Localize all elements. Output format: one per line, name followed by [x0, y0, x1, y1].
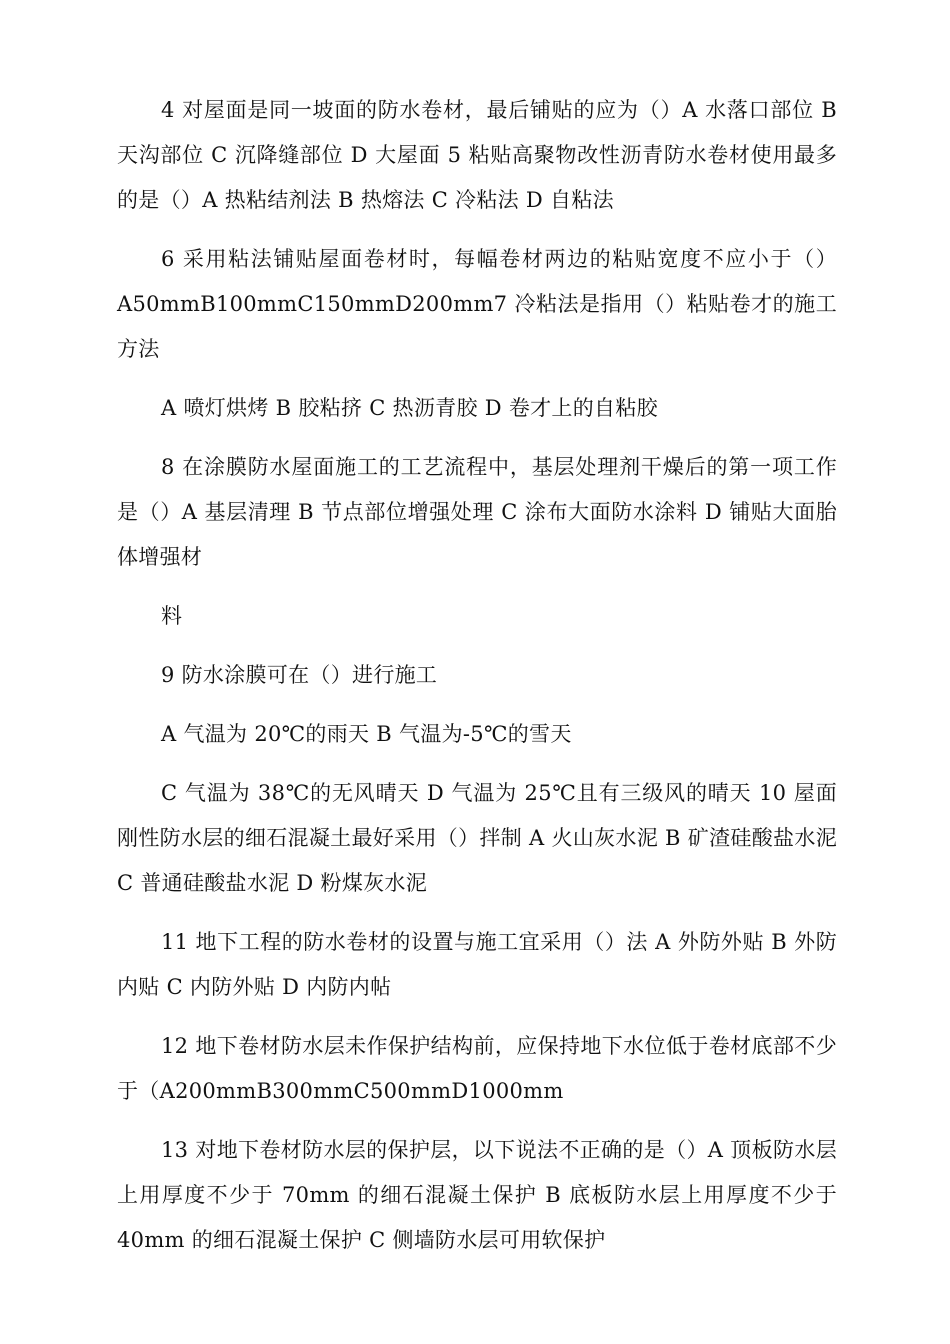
paragraph-question-13: 13 对地下卷材防水层的保护层，以下说法不正确的是（）A 顶板防水层上用厚度不少于 70mm 的细石混凝土保护 B 底板防水层上用厚度不少于 40mm 的细石混凝土保护 C 侧墙防水层可用软保护 [117, 1138, 837, 1252]
paragraph-question-11: 11 地下工程的防水卷材的设置与施工宜采用（）法 A 外防外贴 B 外防内贴 C 内防外贴 D 内防内帖 [117, 930, 837, 999]
paragraph-questions-6-7: 6 采用粘法铺贴屋面卷材时，每幅卷材两边的粘贴宽度不应小于（）A50mmB100mmC150mmD200mm7 冷粘法是指用（）粘贴卷才的施工方法 [117, 247, 837, 361]
paragraph-question-9: 9 防水涂膜可在（）进行施工 [161, 663, 438, 687]
paragraph-question-12: 12 地下卷材防水层未作保护结构前，应保持地下水位低于卷材底部不少于（A200mmB300mmC500mmD1000mm [117, 1034, 837, 1103]
document-body [117, 88, 837, 1277]
paragraph-question-8-continued: 料 [161, 604, 183, 628]
paragraph-questions-4-5: 4 对屋面是同一坡面的防水卷材，最后铺贴的应为（）A 水落口部位 B 天沟部位 C 沉降缝部位 D 大屋面 5 粘贴高聚物改性沥青防水卷材使用最多的是（）A 热粘结剂法 B 热熔法 C 冷粘法 D 自粘法 [117, 98, 837, 212]
paragraph-question-9-options-ab: A 气温为 20℃的雨天 B 气温为-5℃的雪天 [161, 722, 572, 746]
paragraph-question-7-options: A 喷灯烘烤 B 胶粘挤 C 热沥青胶 D 卷才上的自粘胶 [161, 396, 658, 420]
paragraph-question-9-options-cd-question-10: C 气温为 38℃的无风晴天 D 气温为 25℃且有三级风的晴天 10 屋面刚性防水层的细石混凝土最好采用（）拌制 A 火山灰水泥 B 矿渣硅酸盐水泥 C 普通硅酸盐水泥 D 粉煤灰水泥 [117, 781, 837, 895]
paragraph-question-8: 8 在涂膜防水屋面施工的工艺流程中，基层处理剂干燥后的第一项工作是（）A 基层清理 B 节点部位增强处理 C 涂布大面防水涂料 D 铺贴大面胎体增强材 [117, 455, 837, 569]
